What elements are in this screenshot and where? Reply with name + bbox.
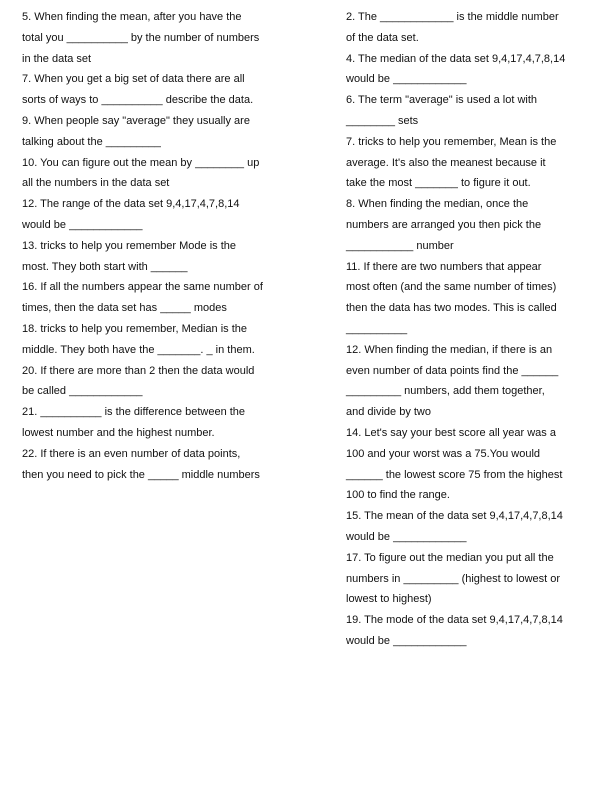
worksheet-text-line: total you __________ by the number of numbers bbox=[22, 31, 260, 44]
worksheet-text-line: average. It's also the meanest because it bbox=[346, 156, 546, 169]
worksheet-text-line: 2. The ____________ is the middle number bbox=[346, 11, 559, 23]
worksheet-text-line: 7. When you get a big set of data there are all bbox=[22, 73, 245, 86]
worksheet-text-line: 4. The median of the data set 9,4,17,4,7,8,14 bbox=[346, 52, 566, 65]
worksheet-text-line: _________ numbers, add them together, bbox=[346, 385, 545, 398]
worksheet-text-line: would be ____________ bbox=[22, 218, 143, 231]
worksheet-text-line: 100 and your worst was a 75.You would bbox=[346, 447, 541, 460]
worksheet-text-line: take the most _______ to figure it out. bbox=[346, 177, 531, 190]
worksheet-text-line: 12. The range of the data set 9,4,17,4,7,8,14 bbox=[22, 198, 240, 211]
worksheet-text-line: 11. If there are two numbers that appear bbox=[346, 260, 542, 273]
worksheet-text-line: 10. You can figure out the mean by ________ up bbox=[22, 156, 260, 169]
worksheet-text-line: 21. __________ is the difference between the bbox=[22, 406, 246, 419]
worksheet-text-line: 7. tricks to help you remember, Mean is the bbox=[346, 135, 557, 148]
worksheet-text-line: 19. The mode of the data set 9,4,17,4,7,8,14 bbox=[346, 614, 563, 627]
worksheet-text-line: 18. tricks to help you remember, Median is the bbox=[22, 322, 247, 335]
worksheet-text-line: in the data set bbox=[22, 52, 92, 65]
worksheet-text-line: 17. To figure out the median you put all the bbox=[346, 551, 554, 564]
worksheet-text-line: middle. They both have the _______. _ in them. bbox=[22, 343, 255, 356]
worksheet-text-line: talking about the _________ bbox=[22, 135, 161, 148]
worksheet-text-line: all the numbers in the data set bbox=[22, 177, 170, 190]
worksheet-text-line: 100 to find the range. bbox=[346, 489, 450, 502]
worksheet-text-line: then you need to pick the _____ middle numbers bbox=[22, 468, 260, 481]
worksheet-text-line: 20. If there are more than 2 then the data would bbox=[22, 364, 255, 377]
worksheet-text-line: numbers are arranged you then pick the bbox=[346, 218, 542, 231]
worksheet-text-line: sorts of ways to __________ describe the data. bbox=[22, 94, 254, 107]
worksheet-text-line: 12. When finding the median, if there is an bbox=[346, 343, 553, 356]
worksheet-text-line: would be ____________ bbox=[346, 73, 467, 86]
worksheet-text-line: 15. The mean of the data set 9,4,17,4,7,8,14 bbox=[346, 510, 563, 523]
worksheet-text-line: even number of data points find the ______ bbox=[346, 364, 559, 377]
worksheet-text-line: would be ____________ bbox=[346, 530, 467, 543]
worksheet-text-line: be called ____________ bbox=[22, 385, 143, 398]
worksheet-text-line: would be ____________ bbox=[346, 634, 467, 647]
worksheet-text-line: 16. If all the numbers appear the same number of bbox=[22, 281, 263, 294]
worksheet-text-line: lowest number and the highest number. bbox=[22, 426, 215, 439]
worksheet-text-line: 14. Let's say your best score all year was a bbox=[346, 426, 556, 439]
worksheet-text-line: 6. The term "average" is used a lot with bbox=[346, 94, 538, 107]
worksheet-text-line: 9. When people say "average" they usually are bbox=[22, 114, 250, 127]
worksheet-text-line: ___________ number bbox=[346, 239, 454, 252]
right-column bbox=[346, 7, 592, 652]
left-column bbox=[22, 7, 290, 485]
worksheet-text-line: 22. If there is an even number of data points, bbox=[22, 447, 241, 460]
worksheet-text-line: 8. When finding the median, once the bbox=[346, 198, 529, 211]
worksheet-text-line: 13. tricks to help you remember Mode is the bbox=[22, 239, 236, 252]
worksheet-text-line: lowest to highest) bbox=[346, 593, 432, 606]
worksheet-text-line: ______ the lowest score 75 from the highest bbox=[346, 468, 563, 481]
worksheet-text-line: __________ bbox=[346, 322, 408, 335]
worksheet-text-line: most. They both start with ______ bbox=[22, 260, 188, 273]
worksheet-text-line: ________ sets bbox=[346, 114, 419, 127]
worksheet-text-line: then the data has two modes. This is called bbox=[346, 302, 557, 315]
worksheet-text-line: of the data set. bbox=[346, 31, 419, 44]
worksheet-text-line: 5. When finding the mean, after you have the bbox=[22, 11, 242, 23]
worksheet-text-line: numbers in _________ (highest to lowest or bbox=[346, 572, 561, 585]
worksheet-text-line: most often (and the same number of times) bbox=[346, 281, 557, 294]
worksheet-text-line: and divide by two bbox=[346, 406, 431, 419]
worksheet-text-line: times, then the data set has _____ modes bbox=[22, 302, 227, 315]
